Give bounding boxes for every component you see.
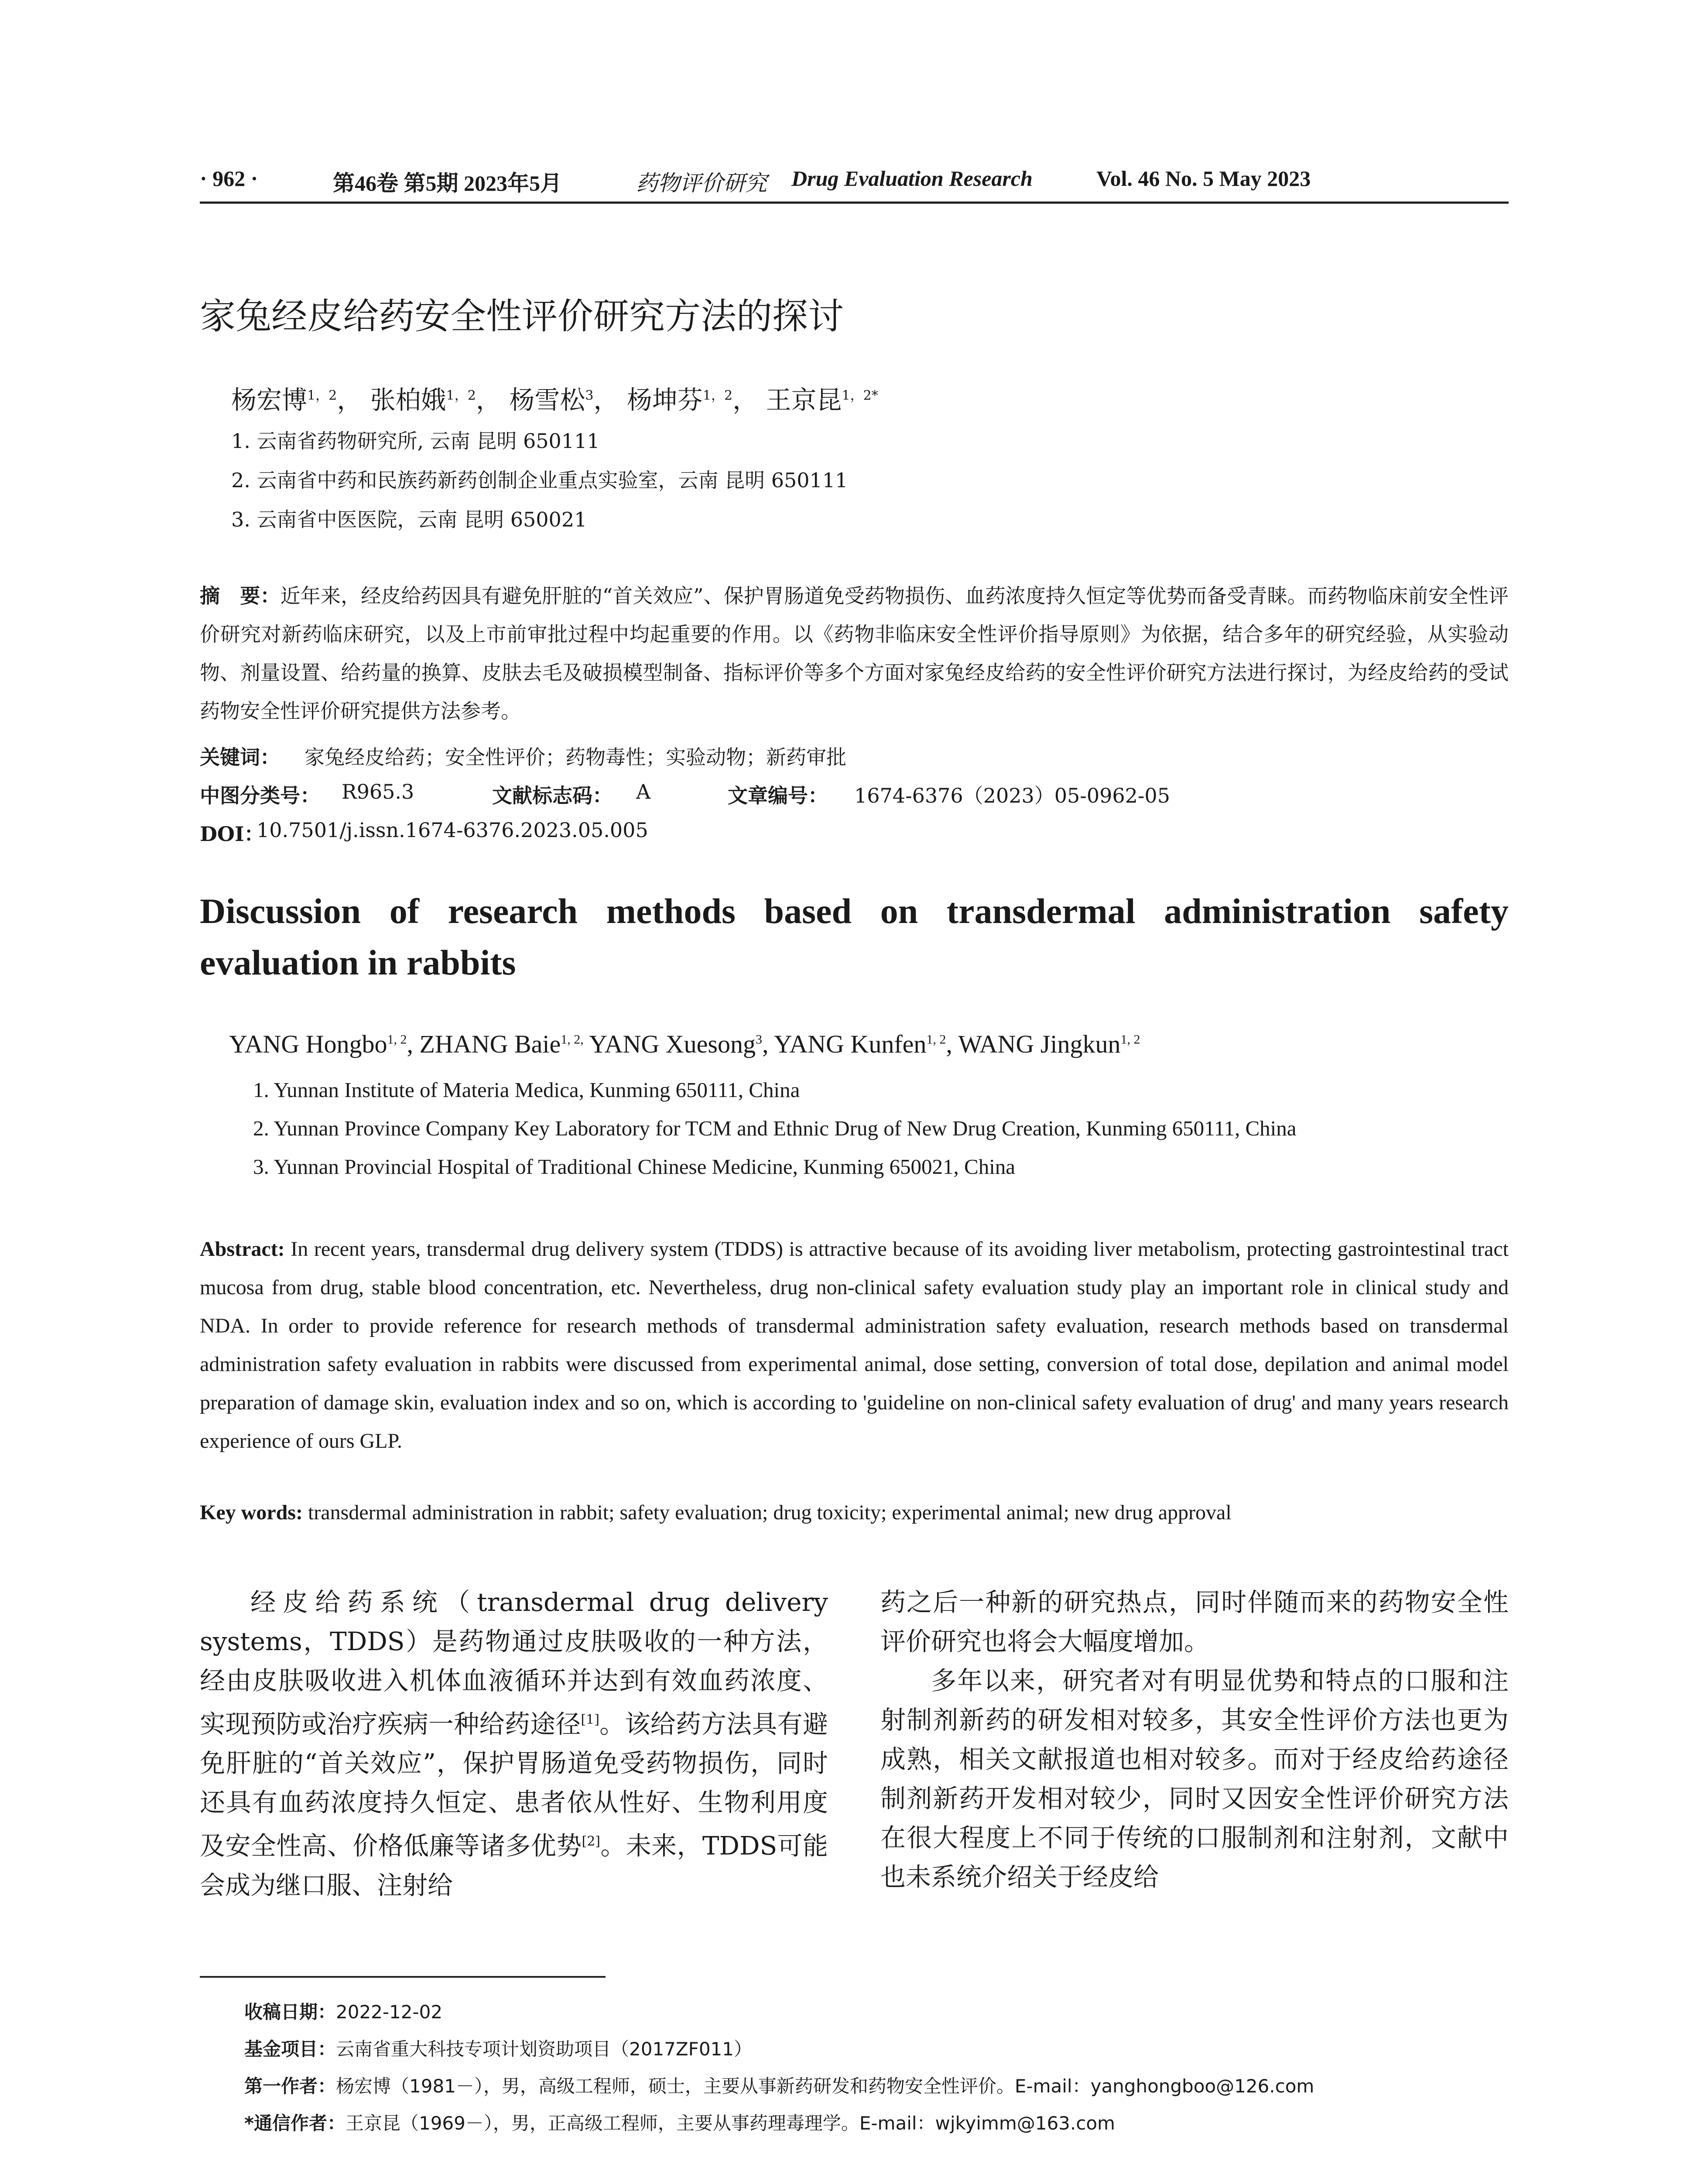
body-column-right bbox=[880, 1583, 1509, 1897]
footnote-text: 云南省重大科技专项计划资助项目（2017ZF011） bbox=[336, 2038, 752, 2060]
doc-code-value: A bbox=[636, 780, 651, 803]
issue-info-cn: 第46卷 第5期 2023年5月 bbox=[333, 171, 562, 195]
body-text: 。该给药方法具有避免肝脏的“首关效应”，保护胃肠道免受药物损伤，同时还具有血药浓度持久恒定、患者依从性好、生物利用度及安全性高、价格低廉等诸多优势 bbox=[200, 1709, 828, 1861]
body-paragraph bbox=[200, 1583, 828, 1905]
citation-ref: [1] bbox=[581, 1712, 599, 1727]
abstract-en-label: Abstract: bbox=[200, 1237, 285, 1261]
author-separator: , bbox=[407, 1030, 420, 1058]
author-name: 杨宏博 bbox=[231, 385, 308, 415]
running-header bbox=[200, 166, 1509, 196]
author-separator: ， bbox=[337, 385, 363, 415]
author-name: 杨坤芬 bbox=[626, 385, 703, 415]
author-name-en: ZHANG Baie bbox=[419, 1030, 561, 1058]
footnote-text: 2022-12-02 bbox=[336, 2001, 443, 2023]
abstract-en-text: In recent years, transdermal drug delivery system (TDDS) is attractive because of its avoiding liver metabolism, protecting gastrointestinal tract mucosa from drug, stable blood concentration, etc. Nevertheless, drug non-clinical safety evaluation study play an important role in clinical study and NDA. In order to provide reference for research methods of transdermal administration safety evaluation, research methods based on transdermal administration safety evaluation in rabbits were discussed from experimental animal, dose setting, conversion of total dose, depilation and animal model preparation of damage skin, evaluation index and so on, which is according to 'guideline on non-clinical safety evaluation of drug' and many years research experience of ours GLP. bbox=[200, 1237, 1509, 1453]
article-number-label: 文章编号： bbox=[728, 784, 828, 807]
footnote-first-author bbox=[244, 2072, 1314, 2098]
affiliation-cn: 3. 云南省中医医院，云南 昆明 650021 bbox=[231, 508, 587, 531]
abstract-cn-label: 摘 要： bbox=[200, 584, 281, 608]
abstract-cn bbox=[200, 577, 1509, 730]
body-paragraph: 药之后一种新的研究热点，同时伴随而来的药物安全性评价研究也将会大幅度增加。 bbox=[880, 1587, 1509, 1656]
affiliation-en: 3. Yunnan Provincial Hospital of Traditional Chinese Medicine, Kunming 650021, China bbox=[253, 1155, 1016, 1179]
footnote-text: 王京昆（1969－），男，正高级工程师，主要从事药理毒理学。E-mail：wjkyimm@163.com bbox=[345, 2113, 1115, 2134]
author-separator: ， bbox=[732, 385, 758, 415]
author-affil-sup: 1, 2 bbox=[926, 1032, 946, 1047]
authors-cn bbox=[231, 379, 878, 416]
author-name-en: WANG Jingkun bbox=[958, 1030, 1121, 1058]
author-affil-sup: 1, 2, bbox=[561, 1032, 584, 1047]
title-en: Discussion of research methods based on transdermal administration safety evaluation in rabbits bbox=[200, 891, 1509, 982]
author-separator: ， bbox=[593, 385, 619, 415]
clc-value: R965.3 bbox=[342, 780, 414, 803]
abstract-cn-text: 近年来，经皮给药因具有避免肝脏的“首关效应”、保护胃肠道免受药物损伤、血药浓度持久恒定等优势而备受青睐。而药物临床前安全性评价研究对新药临床研究，以及上市前审批过程中均起重要的作用。以《药物非临床安全性评价指导原则》为依据，结合多年的研究经验，从实验动物、剂量设置、给药量的换算、皮肤去毛及破损模型制备、指标评价等多个方面对家兔经皮给药的安全性评价研究方法进行探讨，为经皮给药的受试药物安全性评价研究提供方法参考。 bbox=[200, 584, 1509, 723]
body-column-left bbox=[200, 1583, 828, 1905]
issue-info-en: Vol. 46 No. 5 May 2023 bbox=[1096, 166, 1311, 191]
footnote-received bbox=[244, 1998, 442, 2024]
author-affil-sup: 1，2 bbox=[307, 388, 337, 403]
author-separator: ， bbox=[476, 385, 501, 415]
citation-ref: [2] bbox=[582, 1834, 600, 1849]
affiliation-en: 2. Yunnan Province Company Key Laboratory for TCM and Ethnic Drug of New Drug Creation, Kunming 650111, China bbox=[253, 1116, 1297, 1140]
page-number: · 962 · bbox=[200, 166, 258, 191]
body-text: 。未来，TDDS可能会成为继口服、注射给 bbox=[200, 1831, 828, 1900]
affiliation-cn: 2. 云南省中药和民族药新药创制企业重点实验室，云南 昆明 650111 bbox=[231, 468, 848, 492]
footnote-label: *通信作者： bbox=[244, 2113, 346, 2134]
header-rule bbox=[200, 202, 1509, 204]
author-affil-sup: 1，2 bbox=[702, 388, 733, 403]
author-name: 王京昆 bbox=[766, 385, 842, 415]
author-affil-sup: 1，2 bbox=[446, 388, 476, 403]
title-cn: 家兔经皮给药安全性评价研究方法的探讨 bbox=[200, 296, 844, 337]
doc-code-label: 文献标志码： bbox=[492, 784, 613, 807]
footnote-label: 基金项目： bbox=[244, 2038, 336, 2060]
affiliation-cn: 1. 云南省药物研究所, 云南 昆明 650111 bbox=[231, 429, 600, 453]
author-name: 杨雪松 bbox=[509, 385, 585, 415]
journal-logo-cn: 药物评价研究 bbox=[636, 171, 767, 195]
footnote-funding bbox=[244, 2035, 752, 2061]
footnote-rule bbox=[200, 1976, 606, 1978]
author-separator: , bbox=[946, 1030, 958, 1058]
author-name: 张柏娥 bbox=[370, 385, 446, 415]
authors-en bbox=[229, 1029, 1140, 1059]
keywords-cn-label: 关键词： bbox=[200, 745, 280, 769]
author-affil-sup: 1, 2 bbox=[1120, 1032, 1140, 1047]
clc-label: 中图分类号： bbox=[200, 784, 320, 807]
author-separator: , bbox=[762, 1030, 774, 1058]
body-text: 经皮给药系统（transdermal drug delivery systems，TDDS）是药物通过皮肤吸收的一种方法，经由皮肤吸收进入机体血液循环并达到有效血药浓度、实现预防或治疗疾病一种给药途径 bbox=[200, 1587, 828, 1739]
author-affil-sup: 1, 2 bbox=[387, 1032, 407, 1047]
footnote-text: 杨宏博（1981－），男，高级工程师，硕士，主要从事新药研发和药物安全性评价。E-mail：yanghongboo@126.com bbox=[336, 2075, 1314, 2097]
affiliation-en: 1. Yunnan Institute of Materia Medica, Kunming 650111, China bbox=[253, 1078, 800, 1102]
keywords-cn-text: 家兔经皮给药；安全性评价；药物毒性；实验动物；新药审批 bbox=[305, 745, 846, 769]
footnote-label: 收稿日期： bbox=[244, 2001, 336, 2023]
footnote-label: 第一作者： bbox=[244, 2075, 336, 2097]
journal-name-en: Drug Evaluation Research bbox=[791, 166, 1033, 191]
doi-value: 10.7501/j.issn.1674-6376.2023.05.005 bbox=[257, 818, 648, 842]
keywords-en-text: transdermal administration in rabbit; safety evaluation; drug toxicity; experimental animal; new drug approval bbox=[308, 1501, 1232, 1524]
author-separator bbox=[584, 1030, 589, 1058]
abstract-en bbox=[200, 1230, 1509, 1460]
keywords-en bbox=[200, 1501, 1232, 1525]
body-paragraph: 多年以来，研究者对有明显优势和特点的口服和注射制剂新药的研发相对较多，其安全性评价方法也更为成熟，相关文献报道也相对较多。而对于经皮给药途径制剂新药开发相对较少，同时又因安全性评价研究方法在很大程度上不同于传统的口服制剂和注射剂，文献中也未系统介绍关于经皮给 bbox=[880, 1666, 1509, 1892]
doi-label: DOI： bbox=[200, 822, 264, 846]
author-affil-sup: 3 bbox=[755, 1032, 762, 1047]
author-affil-sup: 3 bbox=[585, 388, 594, 403]
keywords-en-label: Key words: bbox=[200, 1501, 303, 1524]
author-name-en: YANG Xuesong bbox=[589, 1030, 756, 1058]
author-affil-sup: 1，2* bbox=[842, 388, 878, 403]
author-name-en: YANG Kunfen bbox=[774, 1030, 927, 1058]
footnote-corresponding-author bbox=[244, 2109, 1115, 2135]
article-number-value: 1674-6376（2023）05-0962-05 bbox=[854, 784, 1170, 807]
author-name-en: YANG Hongbo bbox=[229, 1030, 387, 1058]
